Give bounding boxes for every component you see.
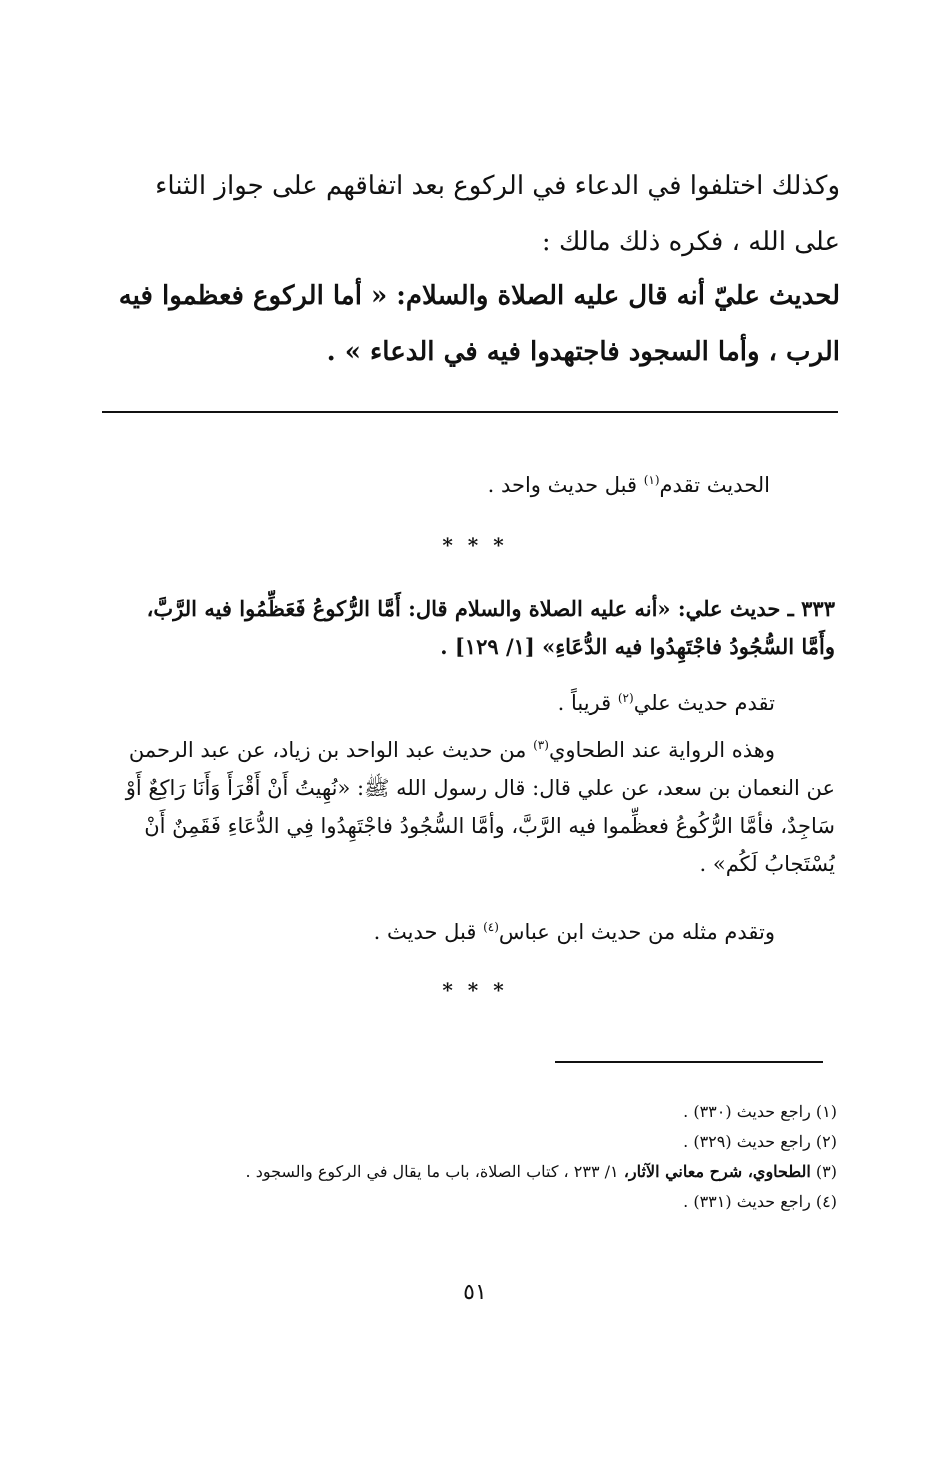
footnote-item [140,1127,837,1157]
main-paragraph-2-line: الرب ، وأما السجود فاجتهدوا فيه في الدعاء » . [326,337,840,367]
footnotes [140,1097,837,1217]
footnote-text: راجع حديث (٣٢٩) . [683,1132,811,1151]
hadith-333 [100,590,835,666]
footnote-text: ١/ ٢٣٣ ، كتاب الصلاة، باب ما يقال في الركوع والسجود . [245,1162,624,1181]
commentary-previous-note [488,468,770,503]
tahawi-paragraph [100,731,835,883]
footnote-text: راجع حديث (٣٣١) . [683,1192,811,1211]
footnote-item [140,1157,837,1187]
hadith-333-line: وأَمَّا السُّجُودُ فاجْتَهِدُوا فيه الدُّعَاءِ» [١/ ١٢٩] . [440,634,835,659]
note-text: تقدم حديث علي [633,691,775,715]
footnote-divider [555,1061,823,1063]
tahawi-line: سَاجِدٌ، فأمَّا الرُّكُوعُ فعظِّموا فيه الرَّبَّ، وأمَّا السُّجُودُ فاجْتَهِدُوا فِي الدُّعَاءِ فَقَمِنٌ أَنْ [144,814,835,838]
footnote-number: (٢) [815,1132,837,1151]
note-text: وهذه الرواية عند الطحاوي [548,738,775,762]
page-number: ٥١ [463,1280,487,1305]
text-commentary-divider [102,411,838,413]
footnote-ref[interactable]: (١) [643,473,660,487]
footnote-item [140,1187,837,1217]
note-text: وتقدم مثله من حديث ابن عباس [498,920,775,944]
note-text: الحديث تقدم [659,473,770,497]
main-paragraph-2-line: لحديث عليّ أنه قال عليه الصلاة والسلام: « أما الركوع فعظموا فيه [118,281,840,311]
note-text: من حديث عبد الواحد بن زياد، عن عبد الرحمن [128,738,534,762]
main-paragraph-2 [100,268,840,380]
footnote-ref[interactable]: (٤) [483,920,499,934]
main-paragraph-1-line: وكذلك اختلفوا في الدعاء في الركوع بعد اتفاقهم على جواز الثناء [155,171,840,201]
footnote-ref[interactable]: (٢) [617,691,634,705]
footnote-number: (٣) [815,1162,837,1181]
note-text: قبل حديث واحد . [487,473,644,497]
section-separator: * * * [442,978,508,1002]
commentary-near-note [558,686,775,721]
footnote-item [140,1097,837,1127]
footnote-number: (٤) [815,1192,837,1211]
footnote-ref[interactable]: (٣) [533,738,549,752]
main-paragraph-1 [100,158,840,270]
commentary-abbas-note [374,915,775,950]
hadith-333-line: ٣٣٣ ـ حديث علي: «أنه عليه الصلاة والسلام قال: أَمَّا الرُّكوعُ فَعَظِّمُوا فيه الرَّبَّ، [146,596,835,621]
footnote-source-title: الطحاوي، شرح معاني الآثار، [623,1162,811,1181]
main-paragraph-1-line: على الله ، فكره ذلك مالك : [541,227,840,257]
note-text: قريباً . [557,691,618,715]
footnote-number: (١) [815,1102,837,1121]
tahawi-line: عن النعمان بن سعد، عن علي قال: قال رسول الله ﷺ: «نُهِيتُ أَنْ أَقْرَأَ وَأَنَا رَاكِعٌ أَوْ [125,776,835,800]
footnote-text: راجع حديث (٣٣٠) . [683,1102,811,1121]
tahawi-line [100,731,835,769]
tahawi-line: يُسْتَجابُ لَكُم» . [699,852,835,876]
note-text: قبل حديث . [373,920,484,944]
section-separator: * * * [442,533,508,557]
